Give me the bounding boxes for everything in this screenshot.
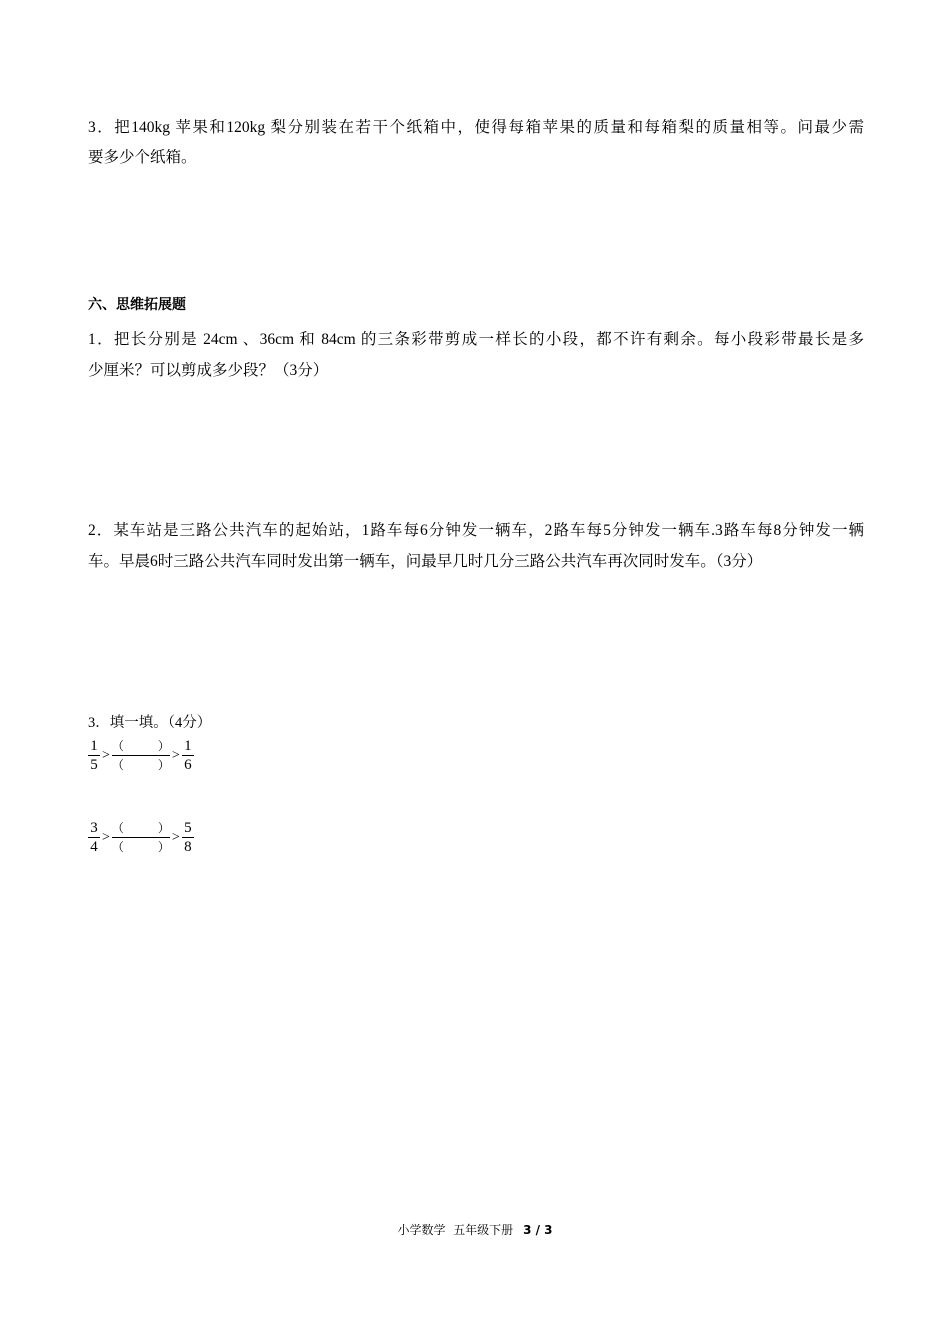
section6-q1-line-1: 1．把长分别是 24cm 、36cm 和 84cm 的三条彩带剪成一样长的小段，都不许有剩余。每小段彩带最长是多 (88, 331, 864, 348)
section6-q2-line-2: 车。早晨6时三路公共汽车同时发出第一辆车，问最早几时几分三路公共汽车再次同时发车。（3分） (88, 553, 763, 570)
fraction-right (182, 737, 194, 774)
greater-than: > (102, 747, 110, 763)
fraction-right (182, 819, 194, 856)
paren-open: （ (111, 821, 124, 835)
section6-q2-line-1: 2．某车站是三路公共汽车的起始站，1路车每6分钟发一辆车，2路车每5分钟发一辆车.3路车每8分钟发一辆 (88, 522, 864, 539)
section-title: 六、思维拓展题 (88, 297, 186, 313)
numerator: 1 (184, 738, 192, 754)
numerator: 3 (90, 820, 98, 836)
page-footer (0, 1221, 950, 1238)
denominator: 5 (90, 757, 98, 773)
paren-open: （ (111, 840, 124, 854)
footer-subject: 小学数学 五年级下册 (397, 1223, 514, 1237)
paren-open: （ (111, 739, 124, 753)
blank-fraction[interactable] (112, 819, 170, 856)
page-number: 3 / 3 (523, 1223, 553, 1237)
denominator: 8 (184, 839, 192, 855)
numerator: 1 (90, 738, 98, 754)
fraction-left (88, 737, 100, 774)
question-3-line-1: 3．把140kg 苹果和120kg 梨分别装在若干个纸箱中，使得每箱苹果的质量和每箱梨的质量相等。问最少需 (88, 119, 864, 136)
greater-than: > (171, 829, 180, 845)
denominator: 4 (90, 839, 98, 855)
paren-close: ） (157, 821, 170, 835)
fraction-row-1 (88, 737, 194, 774)
denominator: 6 (184, 757, 192, 773)
greater-than: > (102, 829, 110, 845)
question-3-line-2: 要多少个纸箱。 (88, 149, 197, 166)
section6-q1-line-2: 少厘米？可以剪成多少段？（3分） (88, 362, 329, 379)
fraction-left (88, 819, 100, 856)
paren-close: ） (157, 840, 170, 854)
paren-close: ） (157, 758, 170, 772)
paren-open: （ (111, 758, 124, 772)
numerator: 5 (184, 820, 192, 836)
paren-close: ） (157, 739, 170, 753)
blank-fraction[interactable] (112, 737, 170, 774)
section6-q3-title: 3．填一填。（4分） (88, 715, 212, 731)
greater-than: > (171, 747, 180, 763)
fraction-row-2 (88, 819, 194, 856)
